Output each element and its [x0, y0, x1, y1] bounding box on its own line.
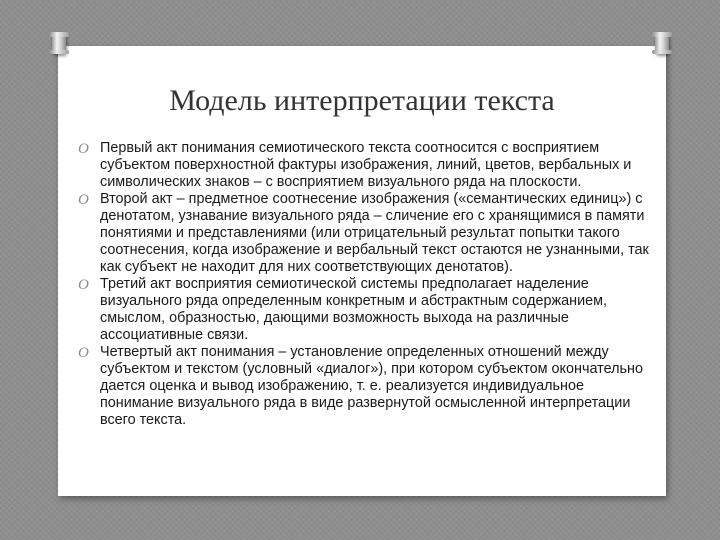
bullet-text-4: Четвертый акт понимания – установление определенных отношений между субъектом и текстом (условный «диалог»), при котором субъектом окончательно дается оценка и вывод изображению, т. е. реализуется индивидуальное понимание визуального ряда в виде развернутой осмысленной интерпретации всего текста.: [100, 344, 643, 428]
bullet-marker-icon: O: [78, 345, 89, 361]
left-pin-icon: [52, 32, 66, 54]
bullet-text-2: Второй акт – предметное соотнесение изображения («семантических единиц») с денотатом, узнавание визуального ряда – сличение его с хранящимися в памяти понятиями и представлениями (или отрицательный результат попытки такого соотнесения, когда изображение и вербальный текст остаются не узнанными, так как субъект не находит для них соответствующих денотатов).: [100, 191, 649, 275]
slide-title: Модель интерпретации текста: [169, 84, 555, 117]
bullet-item-4: [78, 344, 658, 429]
bullet-marker-icon: O: [78, 277, 89, 293]
bullet-list: [78, 140, 658, 429]
bullet-item-2: [78, 191, 658, 276]
bullet-text-1: Первый акт понимания семиотического текста соотносится с восприятием субъектом поверхностной фактуры изображения, линий, цветов, вербальных и символических знаков – с восприятием визуального ряда на плоскости.: [100, 140, 632, 190]
bullet-text-3: Третий акт восприятия семиотической системы предполагает наделение визуального ряда определенным конкретным и абстрактным содержанием, смыслом, образностью, дающими возможность выхода на различные ассоциативные связи.: [100, 276, 608, 343]
bullet-marker-icon: O: [78, 192, 89, 208]
bullet-item-3: [78, 276, 658, 344]
bullet-marker-icon: O: [78, 141, 89, 157]
right-pin-icon: [655, 32, 669, 54]
bullet-item-1: [78, 140, 658, 191]
